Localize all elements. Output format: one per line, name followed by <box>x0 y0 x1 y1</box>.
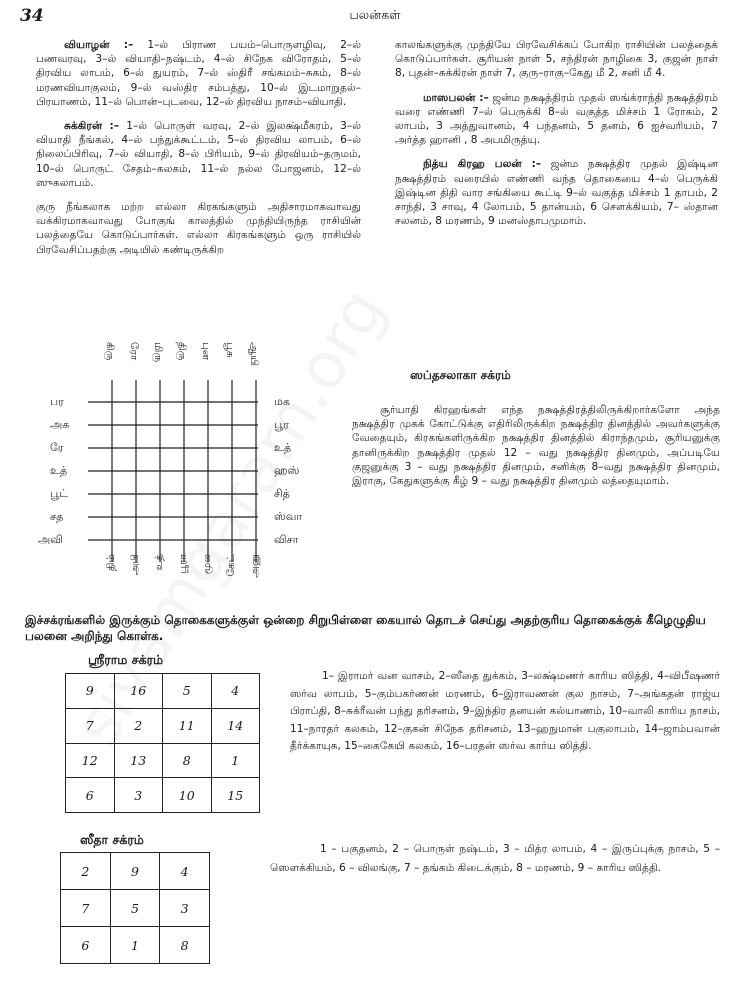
left-label: உத் <box>50 464 68 477</box>
sita-chakra-grid <box>60 852 210 964</box>
left-column <box>36 38 361 267</box>
instruction-text: இச்சக்ரங்களில் இருக்கும் தொகைகளுக்குள் ஒன்றை சிறுபிள்ளை கையால் தொடச் செய்து அதற்குரிய தொகைக்குக் கீழெழுதிய பலனை அறிந்து கொள்க. <box>25 613 706 643</box>
jupiter-heading: வியாழன் :– <box>64 39 134 51</box>
grid-cell[interactable]: 7 <box>61 890 111 927</box>
venus-paragraph <box>36 119 361 190</box>
right-column <box>395 38 718 238</box>
nitya-text: ஜன்ம நக்ஷத்திர முதல் இஷ்டின நக்ஷத்திரம் வரையில் எண்ணி வந்த தொகையை 4–ல் பெருக்கி இஷ்டின திதி வார சங்கியை கூட்டி 9–ல் வகுத்த மிச்சம் 1 தாபம், 2 சாந்தி, 3 சாவு, 4 லோபம், 5 தான்யம், 6 சௌக்கியம், 7– ஸ்தான சலனம், 8 மரணம், 9 மனஸ்தாபமுமாம். <box>395 158 718 228</box>
transit-paragraph <box>36 200 361 257</box>
masa-paragraph <box>395 91 718 148</box>
sapta-salaka-diagram <box>28 340 318 590</box>
right-label: விசா <box>274 533 299 546</box>
transit-continued-text: காலங்களுக்கு முந்தியே பிரவேசிக்கப் போகிற ராசியின் பலத்தைக் கொடுப்பார்கள். சூரியன் நாள் 5, சந்திரன் நாழிகை 3, குஜன் நாள் 8, புதன்–சுக்கிரன் நாள் 7, குரு–ராகு–கேது மீ 2, சனி மீ 4. <box>395 39 718 80</box>
grid-cell[interactable]: 14 <box>211 708 260 743</box>
grid-cell[interactable]: 5 <box>110 890 160 927</box>
grid-cell[interactable]: 5 <box>163 674 212 709</box>
top-label: மிரு <box>152 342 164 363</box>
nitya-heading: நித்ய கிரஹ பலன் :– <box>423 158 542 171</box>
grid-cell[interactable]: 6 <box>61 927 111 964</box>
bottom-label: திம் <box>105 554 117 572</box>
transit-continued-paragraph <box>395 38 718 81</box>
sita-chakra-title: ஸீதா சக்ரம் <box>80 832 144 847</box>
grid-cell[interactable]: 10 <box>163 778 212 813</box>
left-label: அசு <box>50 418 70 431</box>
right-label: ஹஸ் <box>274 464 300 477</box>
bottom-label: பூரா <box>177 554 189 574</box>
jupiter-text: 1–ல் பிராண பயம்–பொருளழிவு, 2–ல் பணவரவு, 3–ல் வியாதி–நஷ்டம், 4–ல் சிநேக விரோதம், 5–ல் திரவிய லாபம், 6–ல் துயரம், 7–ல் ஸ்திரீ சங்கமம்–சுகம், 8–ல் மரணவியாகுலம், 9–ல் வஸ்திர சம்பத்து, 10–ல் இடமாறுதல்–பிரயாணம், 11–ல் பொன்–புடவை, 12–ல் திரவிய நாசம்–வியாதி. <box>36 39 361 108</box>
grid-cell[interactable]: 1 <box>211 743 260 778</box>
grid-cell[interactable]: 2 <box>61 853 111 890</box>
srirama-chakra-grid <box>65 673 260 813</box>
bottom-label: அபி <box>129 554 141 576</box>
right-label: சித் <box>274 487 290 500</box>
grid-cell[interactable]: 13 <box>114 743 163 778</box>
page-number: 34 <box>20 6 44 26</box>
grid-cell[interactable]: 11 <box>163 708 212 743</box>
srirama-chakra-title: ஸ்ரீராம சக்ரம் <box>88 652 164 667</box>
transit-text: குரு நீங்கலாக மற்ற எல்லா கிரகங்களும் அதிசாரமாகவாவது வக்கிரமாகவாவது போகுங் காலத்தில் முந்தியிருந்த ராசியின் பலத்தையே கொடுப்பார்கள். எல்லா கிரகங்களும் ஒரு ராசியில் பிரவேசிப்பதற்கு அடியில் கண்டிருக்கிற <box>36 201 361 256</box>
top-label: ரோ <box>128 342 140 361</box>
jupiter-paragraph <box>36 38 361 109</box>
grid-cell[interactable]: 4 <box>160 853 210 890</box>
grid-cell[interactable]: 12 <box>66 743 115 778</box>
grid-cell[interactable]: 15 <box>211 778 260 813</box>
bottom-label: உத் <box>153 554 165 571</box>
top-label: திரு <box>176 342 188 361</box>
right-label: பூர <box>274 418 289 431</box>
left-label: அவி <box>38 533 63 546</box>
left-label: சத <box>50 510 64 523</box>
grid-cell[interactable]: 6 <box>66 778 115 813</box>
bottom-label: மூல <box>201 554 213 575</box>
left-label: ரே <box>50 441 64 454</box>
grid-cell[interactable]: 16 <box>114 674 163 709</box>
grid-cell[interactable]: 8 <box>163 743 212 778</box>
grid-cell[interactable]: 7 <box>66 708 115 743</box>
sapta-salaka-title: ஸப்தசலாகா சக்ரம் <box>410 368 511 382</box>
masa-text: ஜன்ம நக்ஷத்திரம் முதல் ஸங்க்ராந்தி நக்ஷத்திரம் வரை எண்ணி 7–ல் பெருக்கி 8–ல் வகுத்த மிச்சம் 1 ரோகம், 2 லாபம், 3 அத்துவானம், 4 பந்தனம், 5 தனம், 6 ஐச்வரியம், 7 அர்த்த ஹானி , 8 அபமிருத்யு. <box>395 91 718 147</box>
srirama-chakra-text: 1– இராமர் வன வாசம், 2–ஸீதை துக்கம், 3–லக்ஷ்மணர் காரிய ஸித்தி, 4–விபீஷணர் ஸர்வ லாபம், 5–கும்பகர்ணன் மரணம், 6–இராவணன் குல நாசம், 7–அங்கதன் ராஜ்ய பிராப்தி, 8–சுக்ரீவன் பந்து தரிசனம், 9–இந்திர தனயன் கல்யாணம், 10–வாலி காரிய நாசம், 11–நாரதர் கலகம், 12–குகன் சிநேக தரிசனம், 13–ஹநுமான் பகுலாபம், 14–ஜாம்பவான் தீர்க்காயுசு, 15–கைகேயி கலகம், 16–பரதன் ஸர்வ கார்ய ஸித்தி. <box>290 670 720 752</box>
venus-heading: சுக்கிரன் :– <box>64 120 120 133</box>
grid-cell[interactable]: 4 <box>211 674 260 709</box>
masa-heading: மாஸபலன் :– <box>423 91 489 104</box>
grid-cell[interactable]: 2 <box>114 708 163 743</box>
grid-cell[interactable]: 8 <box>160 927 210 964</box>
grid-cell[interactable]: 1 <box>110 927 160 964</box>
bottom-label: கேட் <box>225 554 237 577</box>
grid-cell[interactable]: 3 <box>114 778 163 813</box>
bottom-label: அனு <box>249 554 261 578</box>
sita-chakra-text: 1 – பகுதனம், 2 – பொருள் நஷ்டம், 3 – மித்ர லாபம், 4 – இருப்புக்கு நாசம், 5 – ஸௌக்கியம், 6 – விலங்கு, 7 – தங்கம் கிடைக்கும், 8 – மரணம், 9 – காரிய ஸித்தி. <box>270 843 720 874</box>
sapta-salaka-text: சூர்யாதி கிரஹங்கள் எந்த நக்ஷத்திரத்திலிருக்கிறார்களோ அந்த நக்ஷத்திர முகக் கோட்டுக்கு எதிரிலிருக்கிற நக்ஷத்திர தினத்தில் அவர்களுக்கு வேதையும், கிரகங்களிருக்கிற நக்ஷத்திர தினத்தில் கிராந்தமும், சூரியனுக்கு தானிருக்கிற நக்ஷத்திர முதல் 12 – வது நக்ஷத்திர தினமும், அப்படியே குஜனுக்கு 3 – வது நக்ஷத்திர தினமும், சனிக்கு 8–வது நக்ஷத்திர தினமும், இராகு, கேதுகளுக்கு கீழ் 9 – வது நக்ஷத்திர தினமும் லத்தையுமாம். <box>352 404 720 488</box>
top-label: கிரு <box>104 342 116 361</box>
left-label: பூட் <box>50 487 69 500</box>
grid-cell[interactable]: 3 <box>160 890 210 927</box>
venus-text: 1–ல் பொருள் வரவு, 2–ல் இலக்ஷ்மீகரம், 3–ல் வியாதி நீங்கல், 4–ல் பந்துக்கூட்டம், 5–ல் திரவிய லாபம், 6–ல் நிலைப்பிரிவு, 7–ல் வியாதி, 8–ல் பிரியம், 9–ல் திரவியம்–தருமம், 10–ல் பொருட் சேதம்–கலகம், 11–ல் நல்ல போஜனம், 12–ல் ஸுகலாபம். <box>36 120 361 189</box>
top-label: ஆயி <box>248 342 260 367</box>
top-label: புன <box>200 342 212 360</box>
right-label: உத் <box>274 441 292 454</box>
right-label: மக <box>274 395 290 408</box>
top-label: பூசு <box>224 342 236 358</box>
grid-cell[interactable]: 9 <box>110 853 160 890</box>
nitya-paragraph <box>395 157 718 228</box>
grid-cell[interactable]: 9 <box>66 674 115 709</box>
right-label: ஸ்வா <box>274 510 303 523</box>
running-title: பலன்கள் <box>349 7 401 22</box>
left-label: பர <box>50 395 64 408</box>
